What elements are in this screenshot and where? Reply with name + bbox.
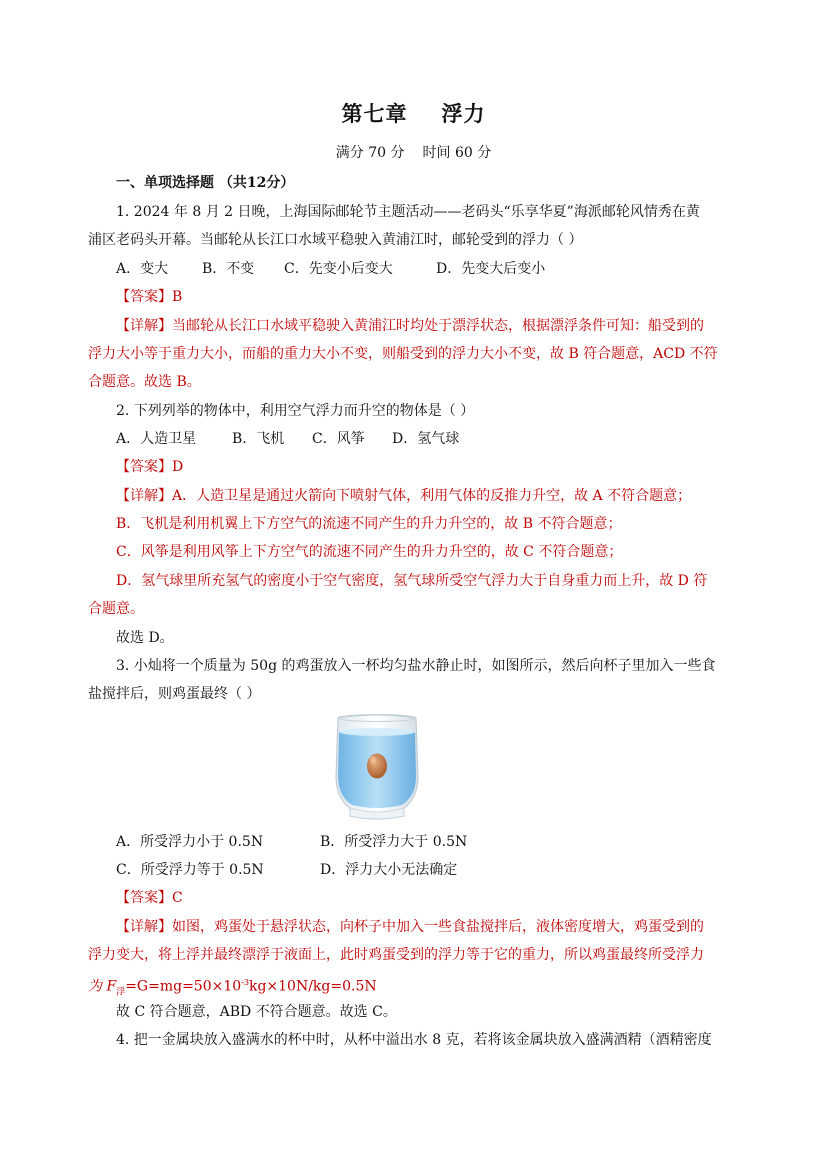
q2-options — [116, 429, 459, 449]
q1-option-b: B．不变 — [202, 261, 255, 277]
q1-detail-line1: 【详解】当邮轮从长江口水域平稳驶入黄浦江时均处于漂浮状态，根据漂浮条件可知：船受到的 — [116, 318, 704, 334]
q2-option-b: B．飞机 — [232, 431, 285, 447]
q3-option-c: C．所受浮力等于 0.5N — [116, 862, 264, 878]
section-heading: 一、单项选择题 （共12分） — [116, 175, 295, 191]
chapter-title — [0, 98, 827, 128]
q3-options-row2 — [116, 860, 457, 880]
q3-formula — [88, 973, 377, 1002]
formula-part1: =G=mg=50×10 — [125, 978, 242, 995]
chapter-name: 浮力 — [441, 101, 486, 126]
egg — [367, 754, 387, 779]
formula-exponent: -3 — [241, 978, 249, 987]
q1-stem-line2: 浦区老码头开幕。当邮轮从长江口水域平稳驶入黄浦江时，邮轮受到的浮力（ ） — [88, 232, 583, 248]
q2-stem: 2. 下列列举的物体中，利用空气浮力而升空的物体是（ ） — [116, 403, 475, 419]
q3-option-a: A．所受浮力小于 0.5N — [116, 834, 264, 850]
q3-option-d: D．浮力大小无法确定 — [320, 862, 458, 878]
q1-answer: 【答案】B — [116, 289, 183, 305]
q2-option-c: C．风筝 — [312, 431, 365, 447]
q1-stem-line1: 1. 2024 年 8 月 2 日晚，上海国际邮轮节主题活动——老码头“乐享华夏”海派邮轮风情秀在黄 — [116, 204, 700, 220]
q2-option-d: D．氢气球 — [392, 431, 460, 447]
egg-in-salt-water-figure — [332, 712, 422, 822]
formula-prefix: 为 F — [88, 978, 117, 995]
q3-detail-line2: 浮力变大，将上浮并最终漂浮于液面上，此时鸡蛋受到的浮力等于它的重力，所以鸡蛋最终所受浮力 — [88, 947, 704, 963]
q3-stem-line2: 盐搅拌后，则鸡蛋最终（ ） — [88, 686, 261, 702]
q1-option-a: A．变大 — [116, 261, 169, 277]
q2-detail-line2: B．飞机是利用机翼上下方空气的流速不同产生的升力升空的，故 B 不符合题意； — [116, 516, 622, 532]
q2-conclusion: 故选 D。 — [116, 630, 174, 646]
q3-answer: 【答案】C — [116, 890, 183, 906]
q2-detail-line4: D．氢气球里所充氢气的密度小于空气密度，氢气球所受空气浮力大于自身重力而上升，故 D 符 — [116, 573, 708, 589]
time-limit: 时间 60 分 — [422, 145, 492, 161]
q1-option-c: C．先变小后变大 — [284, 261, 393, 277]
q3-option-b: B．所受浮力大于 0.5N — [320, 834, 468, 850]
q2-answer: 【答案】D — [116, 459, 184, 475]
q1-detail-line3: 合题意。故选 B。 — [88, 374, 201, 390]
q2-detail-line1: 【详解】A．人造卫星是通过火箭向下喷射气体，利用气体的反推力升空，故 A 不符合题意； — [116, 488, 692, 504]
full-score: 满分 70 分 — [335, 145, 405, 161]
q4-stem-line1: 4. 把一金属块放入盛满水的杯中时，从杯中溢出水 8 克，若将该金属块放入盛满酒精（酒精密度 — [116, 1032, 712, 1048]
q3-stem-line1: 3. 小灿将一个质量为 50g 的鸡蛋放入一杯均匀盐水静止时，如图所示，然后向杯子里加入一些食 — [116, 658, 716, 674]
q1-option-d: D．先变大后变小 — [436, 261, 546, 277]
q1-detail-line2: 浮力大小等于重力大小，而船的重力大小不变，则船受到的浮力大小不变，故 B 符合题意，ACD 不符 — [88, 346, 718, 362]
q3-options-row1 — [116, 832, 467, 852]
q3-conclusion: 故 C 符合题意，ABD 不符合题意。故选 C。 — [116, 1004, 397, 1020]
q2-detail-line5: 合题意。 — [88, 601, 144, 617]
exam-info — [0, 142, 827, 162]
formula-subscript: 浮 — [116, 987, 126, 998]
q3-detail-line1: 【详解】如图，鸡蛋处于悬浮状态，向杯子中加入一些食盐搅拌后，液体密度增大，鸡蛋受到的 — [116, 919, 704, 935]
q2-detail-line3: C．风筝是利用风筝上下方空气的流速不同产生的升力升空的，故 C 不符合题意； — [116, 544, 623, 560]
formula-part2: kg×10N/kg=0.5N — [248, 978, 377, 995]
q2-option-a: A．人造卫星 — [116, 431, 197, 447]
chapter-number: 第七章 — [341, 101, 408, 126]
q1-options — [116, 259, 545, 279]
